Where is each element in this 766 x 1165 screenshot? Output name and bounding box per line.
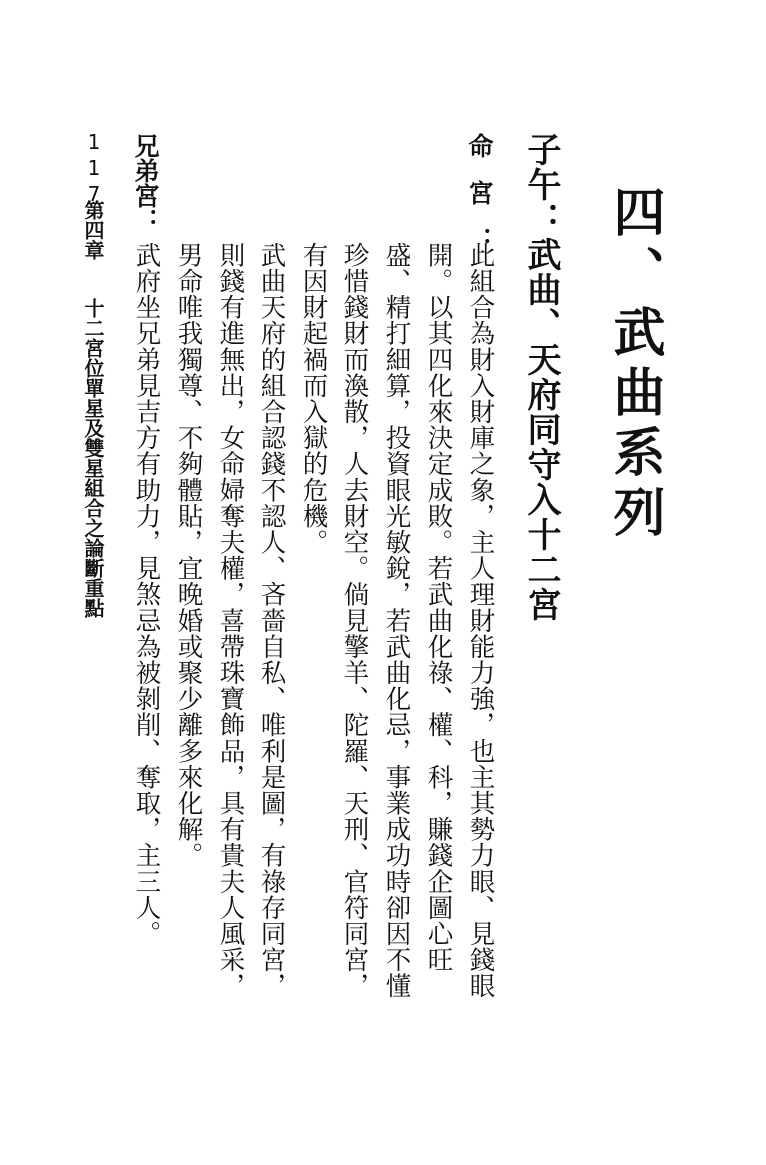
ming-gong-line-3: 盛、精打細算，投資眼光敏銳，若武曲化忌，事業成功時卻因不懂: [381, 242, 412, 999]
footer-chapter-title: 十二宮位單星及雙星組合之論斷重點: [81, 298, 105, 618]
ming-gong-line-8: 男命唯我獨尊、不夠體貼，宜晚婚或聚少離多來化解。: [173, 242, 204, 869]
xiongdi-gong-line-1: 武府坐兄弟見吉方有助力，見煞忌為被剝削、奪取，主三人。: [131, 242, 162, 947]
ming-gong-line-2: 開。以其四化來決定成敗。若武曲化祿、權、科，賺錢企圖心旺: [423, 242, 454, 973]
ming-gong-line-4: 珍惜錢財而渙散，人去財空。倘見擎羊、陀羅、天刑、官符同宮，: [339, 242, 370, 999]
ming-gong-line-5: 有因財起禍而入獄的危機。: [298, 242, 329, 556]
footer-chapter: 第四章: [81, 200, 105, 260]
ming-gong-line-1: 此組合為財入財庫之象，主人理財能力強，也主其勢力眼、見錢眼: [465, 242, 496, 999]
ming-gong-line-6: 武曲天府的組合認錢不認人、吝嗇自私、唯利是圖，有祿存同宮，: [256, 242, 287, 999]
xiongdi-gong-label: 兄弟宮：: [131, 133, 160, 233]
section-title: 子午：武曲、天府同守入十二宮: [521, 132, 561, 622]
ming-gong-line-7: 則錢有進無出，女命婦奪夫權，喜帶珠寶飾品，具有貴夫人風采，: [215, 242, 246, 999]
chapter-title: 四、武曲系列: [604, 185, 664, 545]
page-number: 117: [82, 130, 106, 208]
ming-gong-label: 命宮：: [465, 133, 494, 274]
